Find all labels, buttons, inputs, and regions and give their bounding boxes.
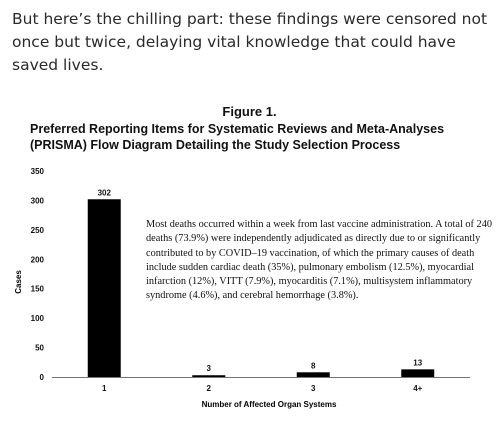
bar xyxy=(192,375,225,377)
x-axis-label: Number of Affected Organ Systems xyxy=(201,400,337,409)
y-axis-ticks xyxy=(31,167,45,382)
bar xyxy=(297,372,330,377)
y-axis-label: Cases xyxy=(14,270,23,294)
bar xyxy=(88,199,121,377)
x-tick-label: 3 xyxy=(311,384,316,393)
y-tick-label: 300 xyxy=(30,196,44,206)
figure-label: Figure 1. xyxy=(222,104,277,119)
y-tick-label: 200 xyxy=(30,255,44,265)
bar xyxy=(401,369,434,377)
data-label: 302 xyxy=(97,188,111,198)
data-label: 8 xyxy=(311,361,316,371)
y-tick-label: 250 xyxy=(30,225,44,235)
x-tick-label: 2 xyxy=(206,384,211,393)
y-tick-label: 350 xyxy=(30,167,44,176)
figure-title: Preferred Reporting Items for Systematic Reviews and Meta-Analyses (PRISMA) Flow Diagram Detailing the Study Selection Process xyxy=(30,122,445,152)
chart-annotation: Most deaths occurred within a week from last vaccine administration. A total of 240 deaths (73.9%) were independently adjudicated as directly due to or significantly contributed to by COVID–19 vaccination, of which the primary causes of death include sudden cardiac death (35%), pulmonary embolism (12.5%), myocardial infarction (12%), VITT (7.9%), myocarditis (7.1%), multisystem inflammatory syndrome (4.6%), and cerebral hemorrhage (3.8%). xyxy=(146,218,496,304)
data-label: 13 xyxy=(413,358,423,368)
data-label: 3 xyxy=(206,364,211,374)
x-axis-ticks xyxy=(102,384,423,393)
y-tick-label: 150 xyxy=(30,284,44,294)
y-tick-label: 0 xyxy=(39,373,44,382)
intro-paragraph: But here’s the chilling part: these findings were censored not once but twice, delaying vital knowledge that could have saved lives. xyxy=(12,10,488,74)
y-tick-label: 50 xyxy=(35,343,44,353)
x-tick-label: 4+ xyxy=(413,384,423,393)
y-tick-label: 100 xyxy=(30,314,44,324)
x-tick-label: 1 xyxy=(102,384,107,393)
